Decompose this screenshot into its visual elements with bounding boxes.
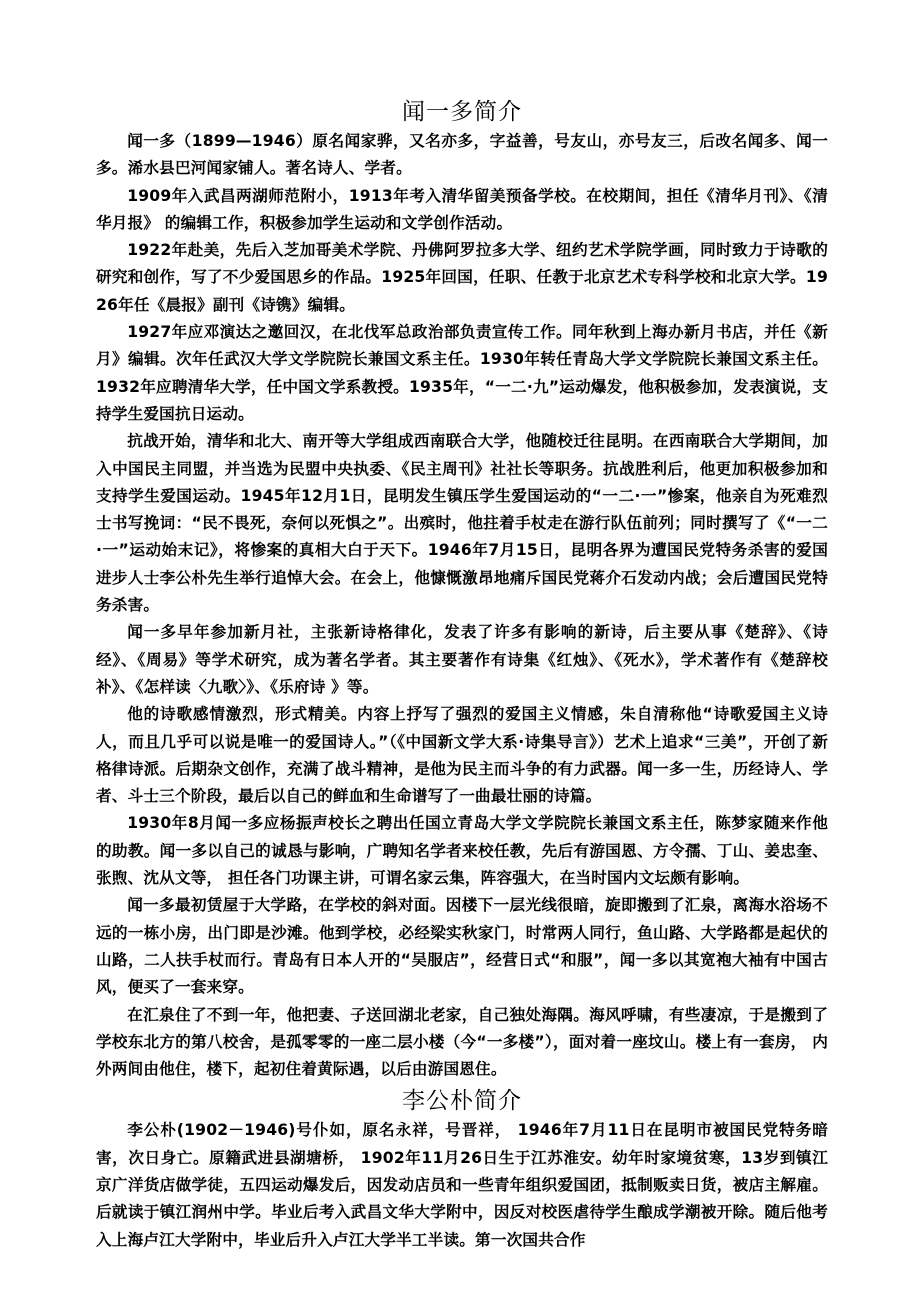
paragraph: 1909年入武昌两湖师范附小，1913年考入清华留美预备学校。在校期间，担任《清华月刊》、《清华月报》 的编辑工作，积极参加学生运动和文学创作活动。	[96, 186, 828, 232]
paragraph: 他的诗歌感情激烈，形式精美。内容上抒写了强烈的爱国主义情感，朱自清称他“诗歌爱国主义诗人，而且几乎可以说是唯一的爱国诗人。”（《中国新文学大系·诗集导言》）艺术上追求“三美”，开创了新格律诗派。后期杂文创作，充满了战斗精神，是他为民主而斗争的有力武器。闻一多一生，历经诗人、学者、斗士三个阶段，最后以自己的鲜血和生命谱写了一曲最壮丽的诗篇。	[96, 705, 828, 806]
paragraph: 在汇泉住了不到一年，他把妻、子送回湖北老家，自己独处海隅。海风呼啸，有些凄凉，于是搬到了学校东北方的第八校舍，是孤零零的一座二层小楼（今“一多楼”），面对着一座坟山。楼上有一套房， 内外两间由他住，楼下，起初住着黄际遇，以后由游国恩住。	[96, 1005, 828, 1079]
paragraph: 1930年8月闻一多应杨振声校长之聘出任国立青岛大学文学院院长兼国文系主任，陈梦家随来作他的助教。闻一多以自己的诚恳与影响，广聘知名学者来校任教，先后有游国恩、方令孺、丁山、姜忠奎、张煦、沈从文等， 担任各门功课主讲，可谓名家云集，阵容强大，在当时国内文坛颇有影响。	[96, 814, 828, 888]
paragraph: 李公朴(1902－1946)号仆如，原名永祥，号晋祥， 1946年7月11日在昆明市被国民党特务暗害，次日身亡。原籍武进县湖塘桥， 1902年11月26日生于江苏淮安。幼年时家境贫寒，13岁到镇江京广洋货店做学徒，五四运动爆发后，因发动店员和一些青年组织爱国团，抵制贩卖日货，被店主解雇。后就读于镇江润州中学。毕业后考入武昌文华大学附中，因反对校医虐待学生酿成学潮被开除。随后他考入上海卢江大学附中，毕业后升入卢江大学半工半读。第一次国共合作	[96, 1121, 828, 1249]
paragraph: 1927年应邓演达之邀回汉，在北伐军总政治部负责宣传工作。同年秋到上海办新月书店，并任《新月》编辑。次年任武汉大学文学院院长兼国文系主任。1930年转任青岛大学文学院院长兼国文系主任。1932年应聘清华大学，任中国文学系教授。1935年，“一二·九”运动爆发，他积极参加，发表演说，支持学生爱国抗日运动。	[96, 323, 828, 423]
paragraph: 1922年赴美，先后入芝加哥美术学院、丹佛阿罗拉多大学、纽约艺术学院学画，同时致力于诗歌的研究和创作，写了不少爱国思乡的作品。1925年回国，任职、任教于北京艺术专科学校和北京大学。1926年任《晨报》副刊《诗镌》编辑。	[96, 241, 828, 314]
paragraph: 闻一多（1899—1946）原名闻家骅，又名亦多，字益善，号友山，亦号友三，后改名闻多、闻一多。浠水县巴河闻家铺人。著名诗人、学者。	[96, 132, 828, 178]
paragraph: 抗战开始，清华和北大、南开等大学组成西南联合大学，他随校迁往昆明。在西南联合大学期间，加入中国民主同盟，并当选为民盟中央执委、《民主周刊》社社长等职务。抗战胜利后，他更加积极参加和支持学生爱国运动。1945年12月1日，昆明发生镇压学生爱国运动的“一二·一”惨案，他亲自为死难烈士书写挽词：“民不畏死，奈何以死惧之”。出殡时，他拄着手杖走在游行队伍前列；同时撰写了《“一二·一”运动始末记》，将惨案的真相大白于天下。1946年7月15日，昆明各界为遭国民党特务杀害的爱国进步人士李公朴先生举行追悼大会。在会上，他慷慨激昂地痛斥国民党蒋介石发动内战；会后遭国民党特务杀害。	[96, 432, 828, 615]
paragraph: 闻一多早年参加新月社，主张新诗格律化，发表了许多有影响的新诗，后主要从事《楚辞》、《诗经》、《周易》等学术研究，成为著名学者。其主要著作有诗集《红烛》、《死水》，学术著作有《楚辞校补》、《怎样读〈九歌〉》、《乐府诗 》等。	[96, 623, 828, 696]
paragraph: 闻一多最初赁屋于大学路，在学校的斜对面。因楼下一层光线很暗，旋即搬到了汇泉，离海水浴场不远的一栋小房，出门即是沙滩。他到学校，必经梁实秋家门，时常两人同行，鱼山路、大学路都是起伏的山路，二人扶手杖而行。青岛有日本人开的“吴服店”，经营日式“和服”，闻一多以其宽袍大袖有中国古风，便买了一套来穿。	[96, 896, 828, 997]
section-title-li-gongpu: 李公朴简介	[402, 1088, 522, 1115]
section-title-wen-yiduo: 闻一多简介	[402, 99, 522, 125]
